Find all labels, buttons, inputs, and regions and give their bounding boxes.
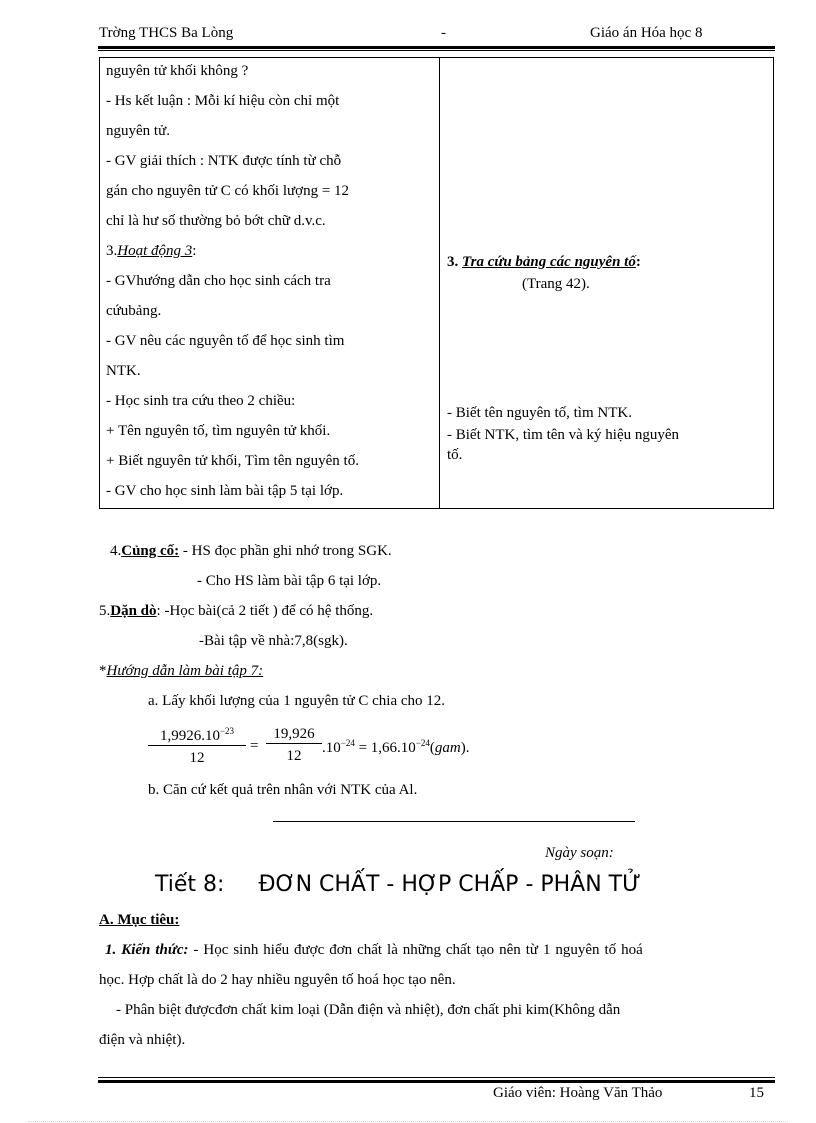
- left-line: - GV cho học sinh làm bài tập 5 tại lớp.: [106, 483, 344, 499]
- fraction-2-denominator: 12: [286, 748, 302, 764]
- homework-label: Dặn dò: [110, 603, 157, 619]
- activity-label: Hoạt động 3: [117, 243, 193, 259]
- right-heading-label: Tra cứu bảng các nguyên tố: [462, 254, 636, 270]
- header-school: Trờng THCS Ba Lòng: [99, 25, 234, 41]
- left-line: - GV nêu các nguyên tố để học sinh tìm: [106, 333, 345, 349]
- guide-label: Hướng dẫn làm bài tập 7:: [106, 663, 264, 679]
- page-bottom-dotted-line: [28, 1121, 788, 1122]
- consolidate-label: Củng cố:: [121, 543, 180, 559]
- right-bullet: - Biết NTK, tìm tên và ký hiệu nguyên: [447, 427, 680, 443]
- left-line: nguyên tử khối không ?: [106, 63, 249, 79]
- right-heading-num: 3.: [447, 254, 459, 270]
- num1: 1,9926.10: [159, 728, 220, 744]
- left-line: + Tên nguyên tố, tìm nguyên tử khối.: [106, 423, 331, 439]
- left-line: chỉ là hư số thường bỏ bớt chữ d.v.c.: [106, 213, 326, 229]
- left-line: nguyên tử.: [106, 123, 170, 139]
- date-label: Ngày soạn:: [545, 845, 614, 861]
- left-line: + Biết nguyên tử khối, Tìm tên nguyên tố.: [106, 453, 359, 469]
- consolidate-num: 4.: [110, 543, 122, 559]
- footer-rule: [98, 1080, 775, 1083]
- unit-close: ).: [460, 740, 470, 756]
- right-bullet: - Biết tên nguyên tố, tìm NTK.: [447, 405, 632, 421]
- knowledge-text-1: - Học sinh hiểu được đơn chất là những chất tạo nên từ 1 nguyên tố hoá: [188, 942, 643, 958]
- formula-fraction-1: [148, 726, 246, 767]
- consolidate-line-1: [110, 543, 392, 560]
- knowledge-line-4: điện và nhiệt).: [99, 1032, 186, 1048]
- formula-fraction-2: [266, 726, 322, 765]
- header-dash: -: [441, 25, 446, 41]
- lesson-name: ĐƠN CHẤT - HỢP CHẤP - PHÂN TỬ: [258, 872, 641, 897]
- left-line: - GV giải thích : NTK được tính từ chỗ: [106, 153, 342, 169]
- activity-colon: :: [192, 243, 197, 259]
- right-page-ref: (Trang 42).: [522, 276, 590, 292]
- left-line: - GVhướng dẫn cho học sinh cách tra: [106, 273, 331, 289]
- footer-page-number: 15: [749, 1085, 764, 1101]
- exp3: −24: [415, 738, 430, 748]
- table-column-divider: [439, 58, 440, 508]
- guide-step-b: b. Căn cứ kết quả trên nhân với NTK của Al.: [148, 782, 418, 798]
- fraction-2-numerator: 19,926: [266, 726, 322, 744]
- lesson-num: Tiết 8:: [155, 872, 225, 897]
- homework-num: 5.: [99, 603, 111, 619]
- footer-rule-thin: [98, 1077, 775, 1078]
- unit-open: (: [429, 740, 435, 756]
- header-subject: Giáo án Hóa học 8: [590, 25, 703, 41]
- homework-line-2: -Bài tập về nhà:7,8(sgk).: [199, 633, 348, 649]
- left-line: NTK.: [106, 363, 141, 379]
- formula-eq2: = 1,66.10: [358, 740, 416, 756]
- activity-num: 3.: [106, 243, 118, 259]
- right-heading-colon: :: [635, 254, 641, 270]
- knowledge-label: 1. Kiến thức:: [105, 942, 189, 958]
- consolidate-text-1: - HS đọc phần ghi nhớ trong SGK.: [179, 543, 392, 559]
- formula-unit: gam: [434, 740, 461, 756]
- knowledge-line-1: [105, 942, 643, 959]
- guide-star: *: [99, 663, 107, 679]
- right-bullet: tố.: [447, 447, 463, 463]
- left-line: cứubảng.: [106, 303, 162, 319]
- knowledge-line-2: học. Hợp chất là do 2 hay nhiều nguyên tố hoá học tạo nên.: [99, 972, 456, 988]
- formula-equals-1: =: [250, 738, 259, 754]
- left-line: - Học sinh tra cứu theo 2 chiều:: [106, 393, 296, 409]
- fraction-1-denominator: 12: [189, 750, 205, 766]
- exp2: −24: [340, 738, 355, 748]
- homework-line-1: [99, 603, 373, 620]
- homework-text-1: : -Học bài(cả 2 tiết ) để có hệ thống.: [156, 603, 374, 619]
- footer-teacher: Giáo viên: Hoàng Văn Thảo: [493, 1085, 663, 1101]
- left-line: - Hs kết luận : Mỗi kí hiệu còn chỉ một: [106, 93, 340, 109]
- section-separator: [273, 821, 635, 822]
- consolidate-line-2: - Cho HS làm bài tập 6 tại lớp.: [197, 573, 382, 589]
- header-rule-thin: [98, 50, 775, 51]
- left-line: gán cho nguyên tử C có khối lượng = 12: [106, 183, 350, 199]
- knowledge-line-3: - Phân biệt đượcđơn chất kim loại (Dẫn điện và nhiệt), đơn chất phi kim(Không dẫn: [116, 1002, 621, 1018]
- formula-rest: [322, 738, 469, 757]
- activity-3-heading: [106, 241, 196, 261]
- guide-heading: [99, 663, 263, 680]
- exp1: −23: [219, 726, 235, 736]
- header-rule: [98, 46, 775, 49]
- lesson-title: [155, 872, 641, 897]
- formula-mid: .10: [322, 740, 341, 756]
- section-a-heading: A. Mục tiêu:: [99, 912, 180, 928]
- fraction-1-numerator: [148, 726, 246, 746]
- guide-step-a: a. Lấy khối lượng của 1 nguyên tử C chia cho 12.: [148, 693, 446, 709]
- right-heading: [447, 254, 641, 271]
- lesson-table: [99, 57, 774, 509]
